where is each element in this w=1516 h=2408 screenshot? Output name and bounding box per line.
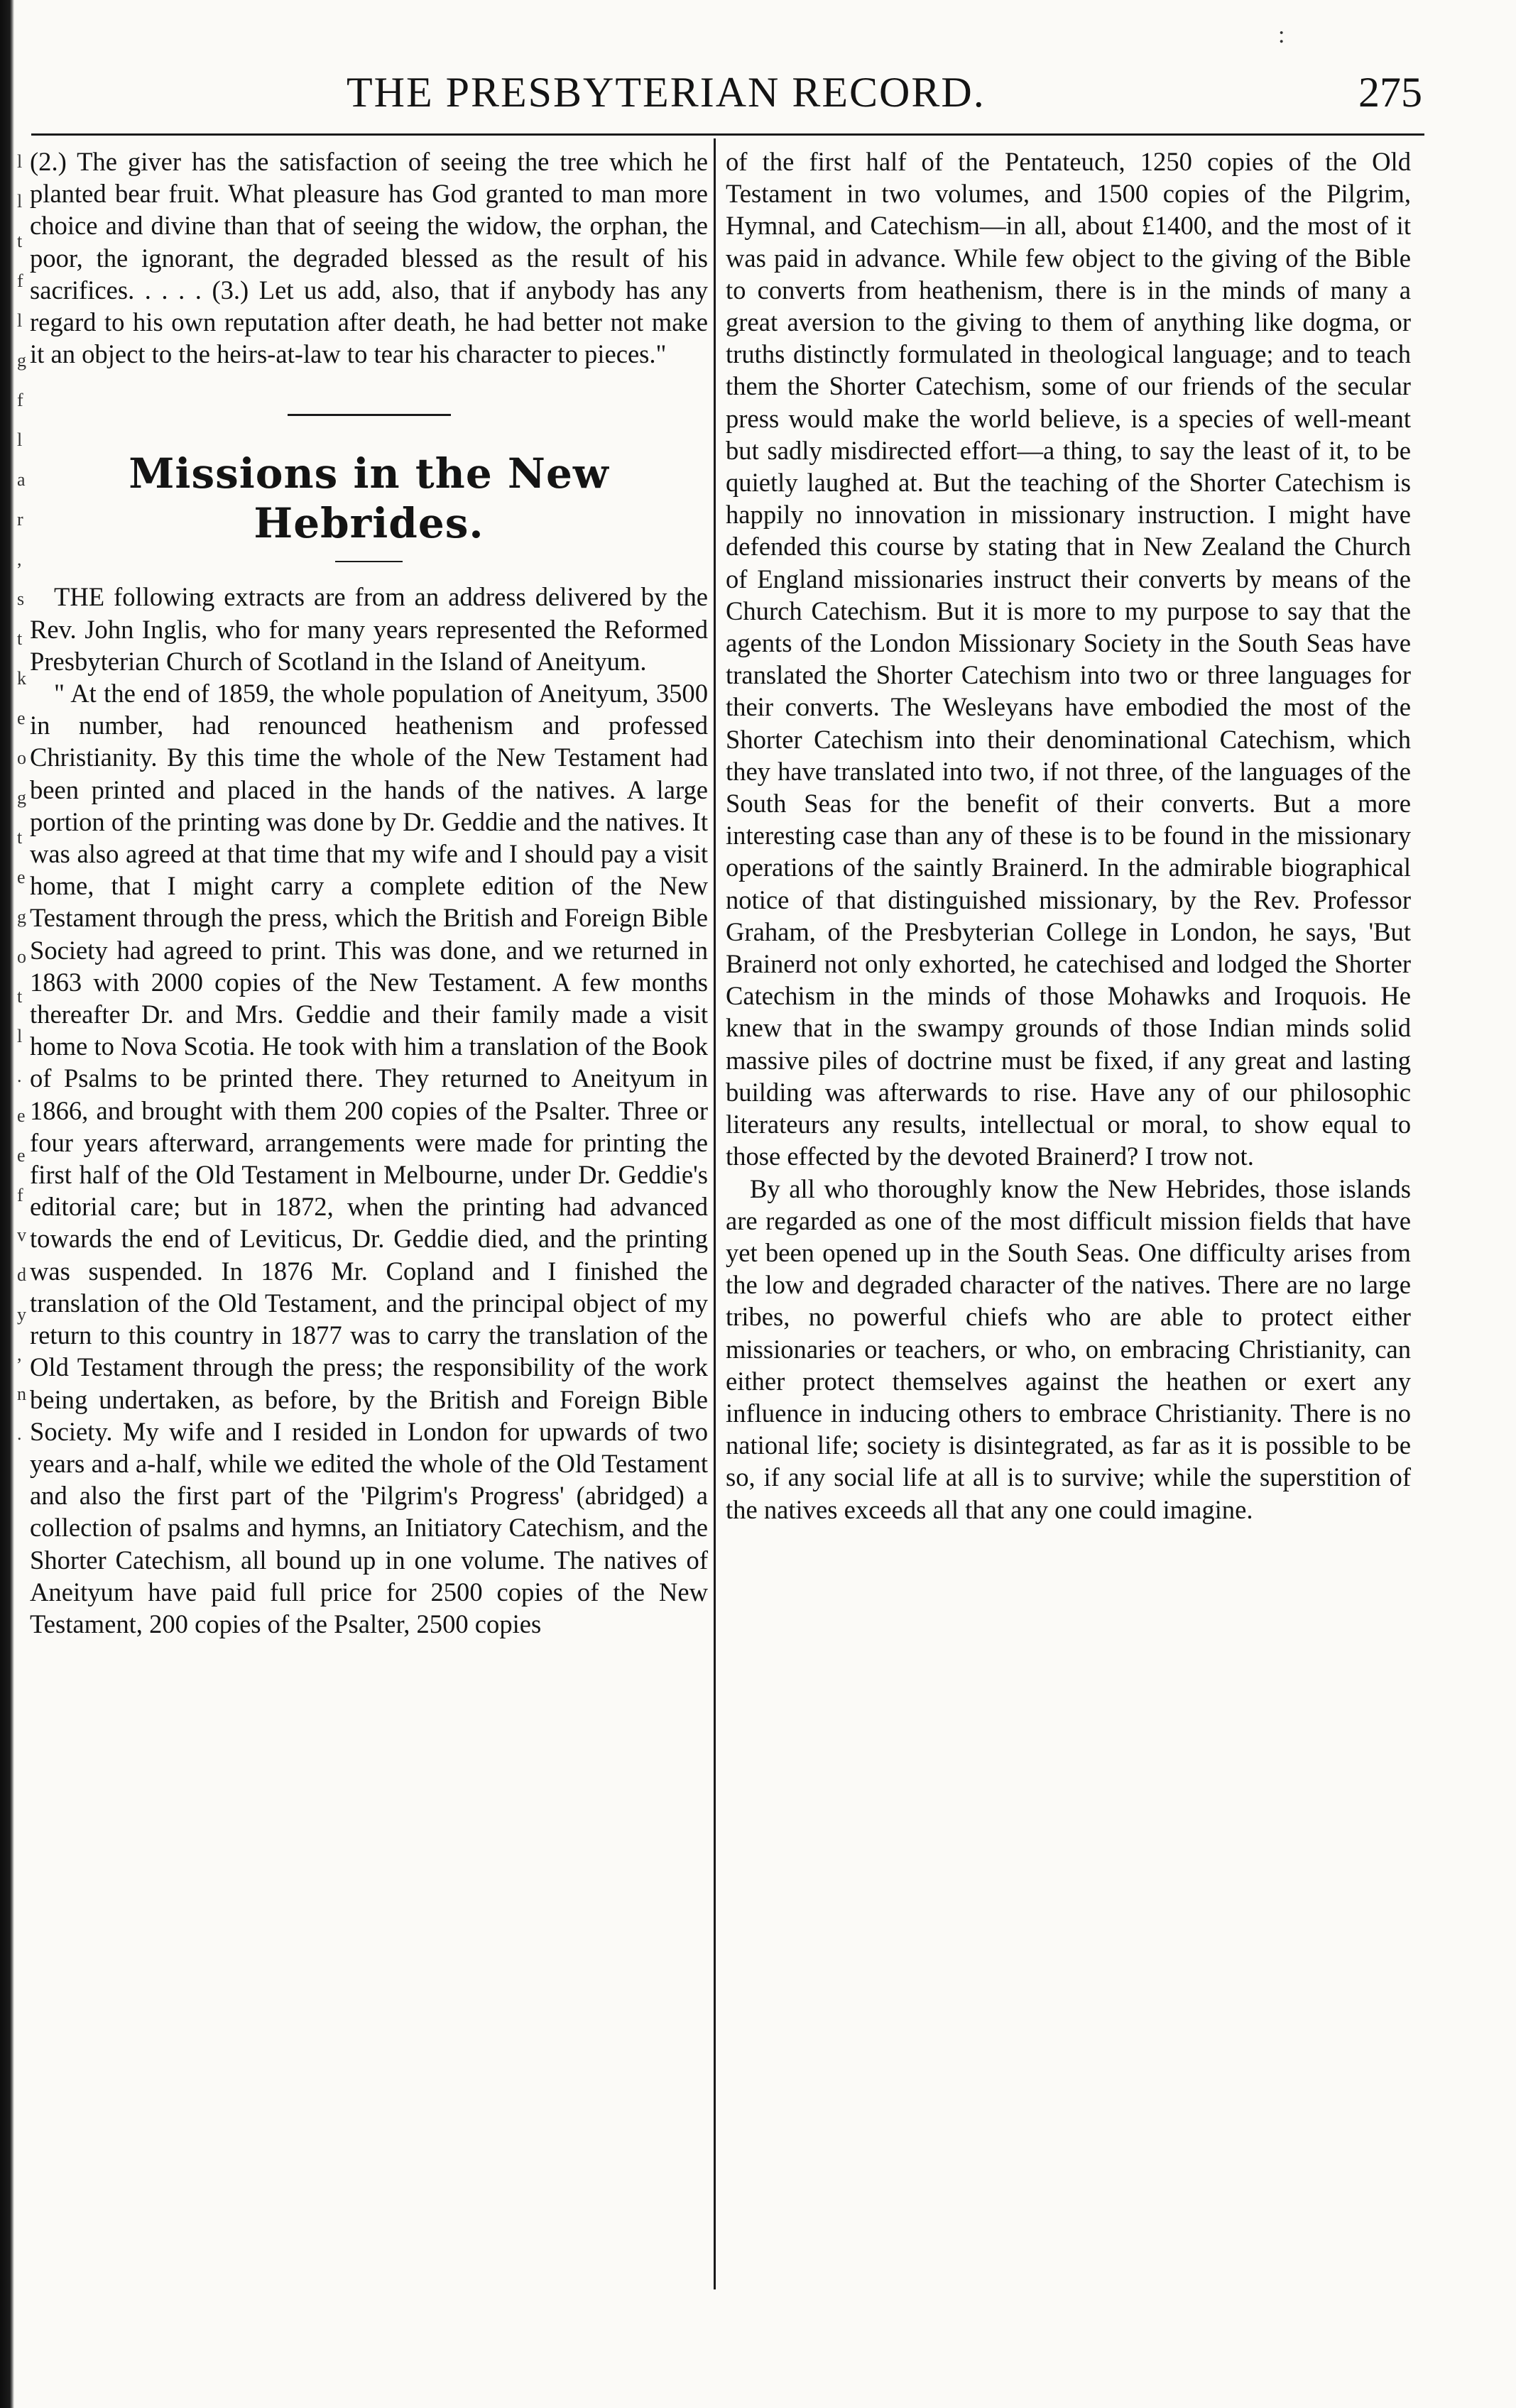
page-number: 275: [1358, 69, 1422, 116]
final-paragraph: By all who thoroughly know the New Hebrides, those islands are regarded as one of the most difficult mission fields that have yet been opened up in the South Seas. One difficulty arises from the low and degraded character of the natives. There are no large tribes, no powerful chiefs who are able to protect either missionaries or teachers, or who, on embracing Christianity, can either protect themselves against the heathen or exert any influence in inducing others to embrace Christianity. There is no national life; society is disintegrated, as far as it is possible to be so, if any social life at all is to survive; while the superstition of the natives exceeds all that any one could imagine.: [726, 1173, 1411, 1524]
title-underline: [335, 561, 403, 562]
print-speck: :: [1278, 22, 1285, 48]
running-head: THE PRESBYTERIAN RECORD.: [347, 69, 986, 116]
left-column: [30, 146, 708, 1640]
continuation-paragraph: (2.) The giver has the satisfaction of seeing the tree which he planted bear fruit. What pleasure has God granted to man more choice and divine than that of seeing the widow, the orphan, the poor, the ignorant, the degraded blessed as the result of his sacrifices. . . . . (3.) Let us add, also, that if anybody has any regard to his own reputation after death, he had better not make it an object to the heirs-at-law to tear his character to pieces.": [30, 147, 708, 369]
header-rule: [31, 133, 1424, 136]
page-header: [34, 68, 1422, 118]
adjacent-page-margin-fragments: l l t f l g f l a r , s t k e o g t e g o t l . e e f v d y , n .: [17, 151, 26, 1444]
section-separator: [288, 414, 451, 416]
page-gutter-shadow: [0, 0, 14, 2408]
quoted-address-paragraph: " At the end of 1859, the whole population of Aneityum, 3500 in number, had renounced heathenism and professed Christianity. By this time the whole of the New Testament had been printed and placed in the hands of the natives. A large portion of the printing was done by Dr. Geddie and the natives. It was also agreed at that time that my wife and I should pay a visit home, that I might carry a complete edition of the New Testament through the press, which the British and Foreign Bible Society had agreed to print. This was done, and we returned in 1863 with 2000 copies of the New Testament. A few months thereafter Dr. and Mrs. Geddie and their family made a visit home to Nova Scotia. He took with him a translation of the Book of Psalms to be printed there. They returned to Aneityum in 1866, and brought with them 200 copies of the Psalter. Three or four years afterward, arrangements were made for printing the first half of the Old Testament in Melbourne, under Dr. Geddie's editorial care; but in 1872, when the printing had advanced towards the end of Leviticus, Dr. Geddie died, and the printing was suspended. In 1876 Mr. Copland and I finished the translation of the Old Testament, and the principal object of my return to this country in 1877 was to carry the translation of the Old Testament through the press; the responsibility of the work being undertaken, as before, by the British and Foreign Bible Society. My wife and I resided in London for upwards of two years and a-half, while we edited the whole of the Old Testament and also the first part of the 'Pilgrim's Progress' (abridged) a collection of psalms and hymns, an Initiatory Catechism, and the Shorter Catechism, all bound up in one volume. The natives of Aneityum have paid full price for 2500 copies of the New Testament, 200 copies of the Psalter, 2500 copies: [30, 679, 708, 1638]
column-divider: [714, 138, 716, 2289]
intro-paragraph: THE following extracts are from an address delivered by the Rev. John Inglis, who for many years represented the Reformed Presbyterian Church of Scotland in the Island of Aneityum.: [30, 582, 708, 676]
continued-paragraph: of the first half of the Pentateuch, 1250 copies of the Old Testament in two volumes, and 1500 copies of the Pilgrim, Hymnal, and Catechism—in all, about £1400, and the most of it was paid in advance. While few object to the giving of the Bible to converts from heathenism, there is in the minds of many a great aversion to the giving to them of anything like dogma, or truths distinctly formulated in theological language; and to teach them the Shorter Catechism, some of our friends of the secular press would make the world believe, is a species of well-meant but sadly misdirected effort—a thing, to say the least of it, to be quietly laughed at. But the teaching of the Shorter Catechism is happily no innovation in missionary instruction. I might have defended this course by stating that in New Zealand the Church of England missionaries instruct their converts by means of the Church Catechism. But it is more to my purpose to say that the agents of the London Missionary Society in the South Seas have translated the Shorter Catechism into two or three languages for their converts. The Wesleyans have embodied the most of the Shorter Catechism into their denominational Catechism, which they have translated into two, if not three, of the languages of the South Seas for the benefit of their converts. But a more interesting case than any of these is to be found in the missionary operations of the saintly Brainerd. In the admirable biographical notice of that distinguished missionary, by the Rev. Professor Graham, of the Presbyterian College in London, he says, 'But Brainerd not only exhorted, he catechised and lodged the Shorter Catechism in the minds of those Mohawks and Iroquois. He knew that in the swampy grounds of those Indian minds solid massive piles of doctrine must be fixed, if any great and lasting building was afterwards to rise. Have any of our philosophic literateurs any results, intellectual or moral, to show equal to those effected by the devoted Brainerd? I trow not.: [726, 147, 1411, 1171]
right-column: [726, 146, 1411, 1526]
section-title: Missions in the New Hebrides.: [129, 449, 609, 548]
